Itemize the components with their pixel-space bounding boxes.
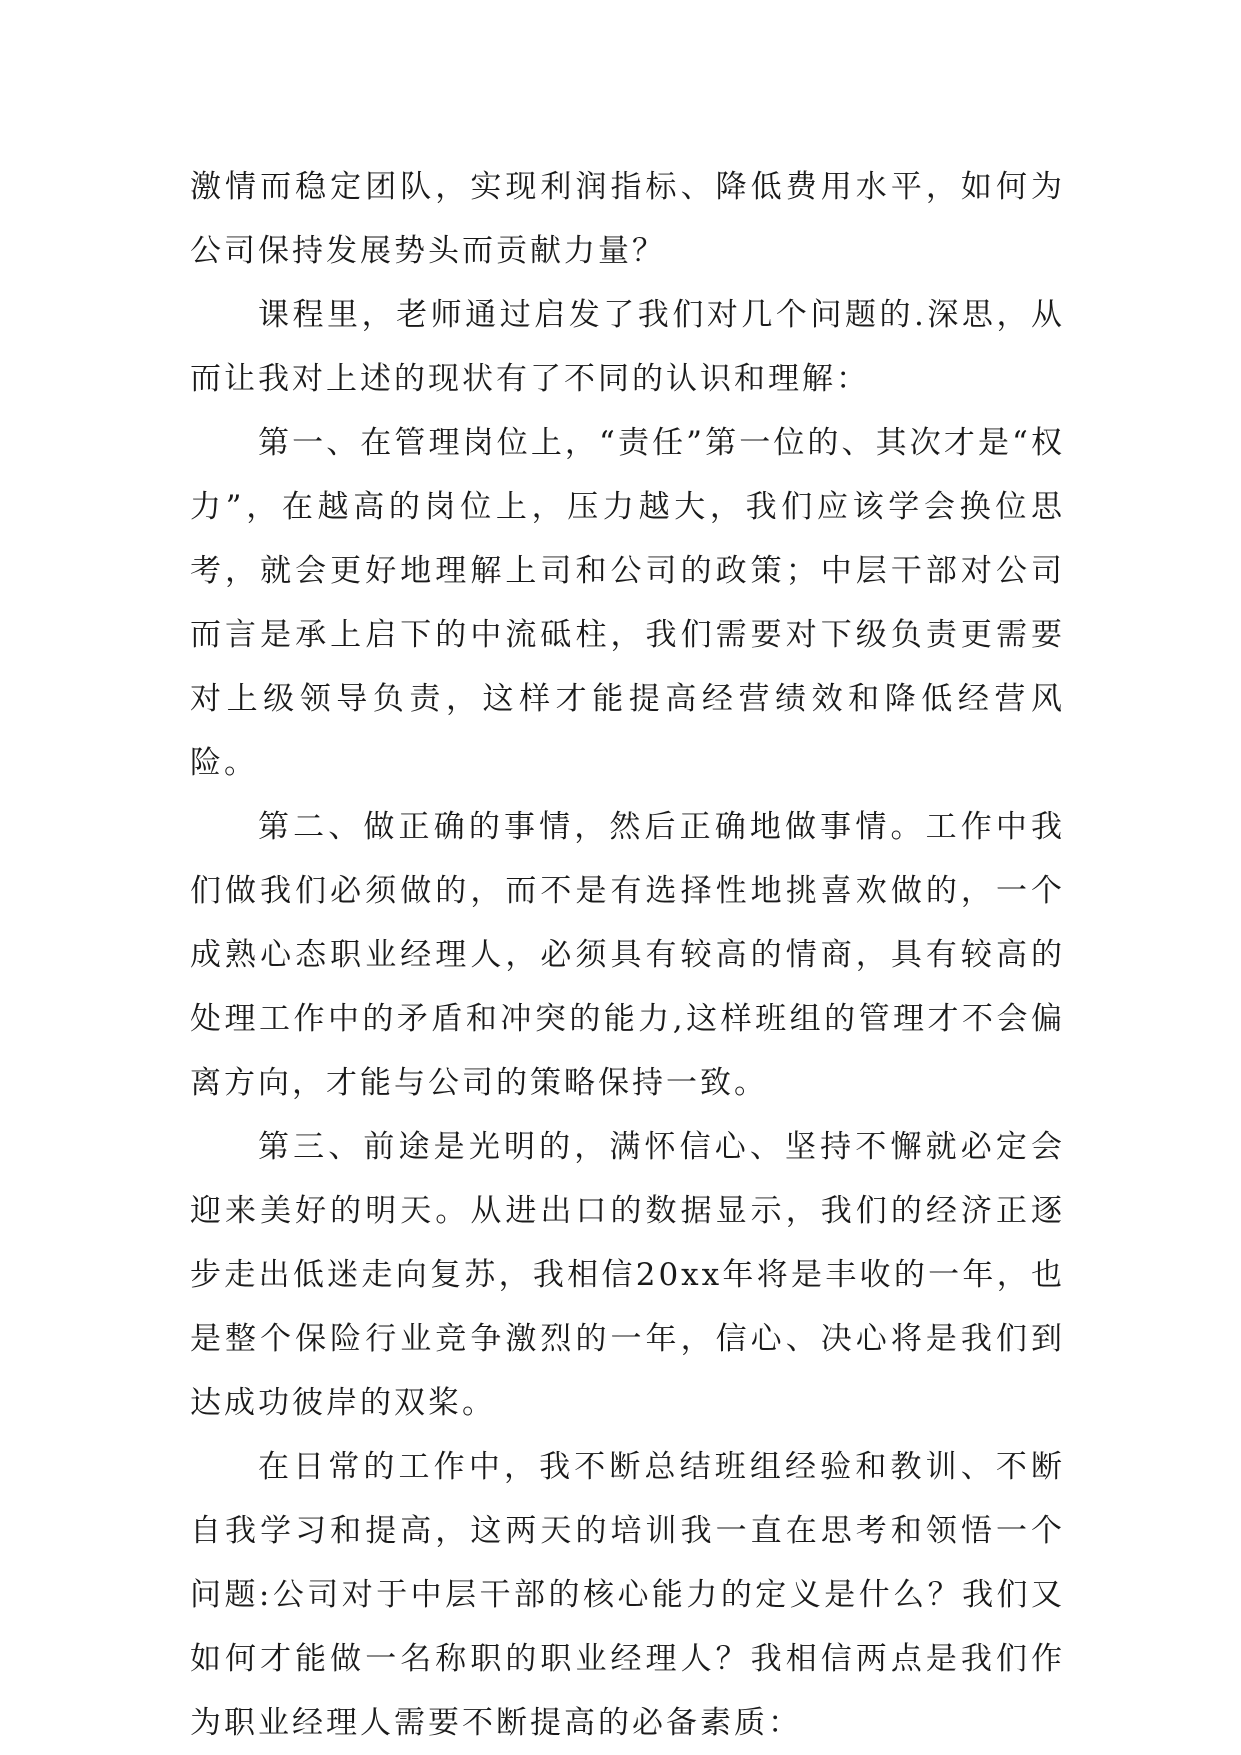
paragraph-continuation: 激情而稳定团队，实现利润指标、降低费用水平，如何为公司保持发展势头而贡献力量？ [190, 169, 1065, 269]
paragraph-point-one: 第一、在管理岗位上，“责任”第一位的、其次才是“权力”，在越高的岗位上，压力越大，我们应该学会换位思考，就会更好地理解上司和公司的政策；中层干部对公司而言是承上启下的中流砥柱，我们需要对下级负责更需要对上级领导负责，这样才能提高经营绩效和降低经营风险。 [190, 425, 1065, 781]
paragraph-point-three: 第三、前途是光明的，满怀信心、坚持不懈就必定会迎来美好的明天。从进出口的数据显示，我们的经济正逐步走出低迷走向复苏，我相信20xx年将是丰收的一年，也是整个保险行业竞争激烈的一年，信心、决心将是我们到达成功彼岸的双桨。 [190, 1129, 1065, 1421]
document-body [190, 155, 1065, 1755]
paragraph-daily-work: 在日常的工作中，我不断总结班组经验和教训、不断自我学习和提高，这两天的培训我一直在思考和领悟一个问题:公司对于中层干部的核心能力的定义是什么？我们又如何才能做一名称职的职业经理人？我相信两点是我们作为职业经理人需要不断提高的必备素质： [190, 1449, 1065, 1741]
paragraph-course-insight: 课程里，老师通过启发了我们对几个问题的.深思，从而让我对上述的现状有了不同的认识和理解： [190, 297, 1065, 397]
paragraph-point-two: 第二、做正确的事情，然后正确地做事情。工作中我们做我们必须做的，而不是有选择性地挑喜欢做的，一个成熟心态职业经理人，必须具有较高的情商，具有较高的处理工作中的矛盾和冲突的能力,这样班组的管理才不会偏离方向，才能与公司的策略保持一致。 [190, 809, 1065, 1101]
